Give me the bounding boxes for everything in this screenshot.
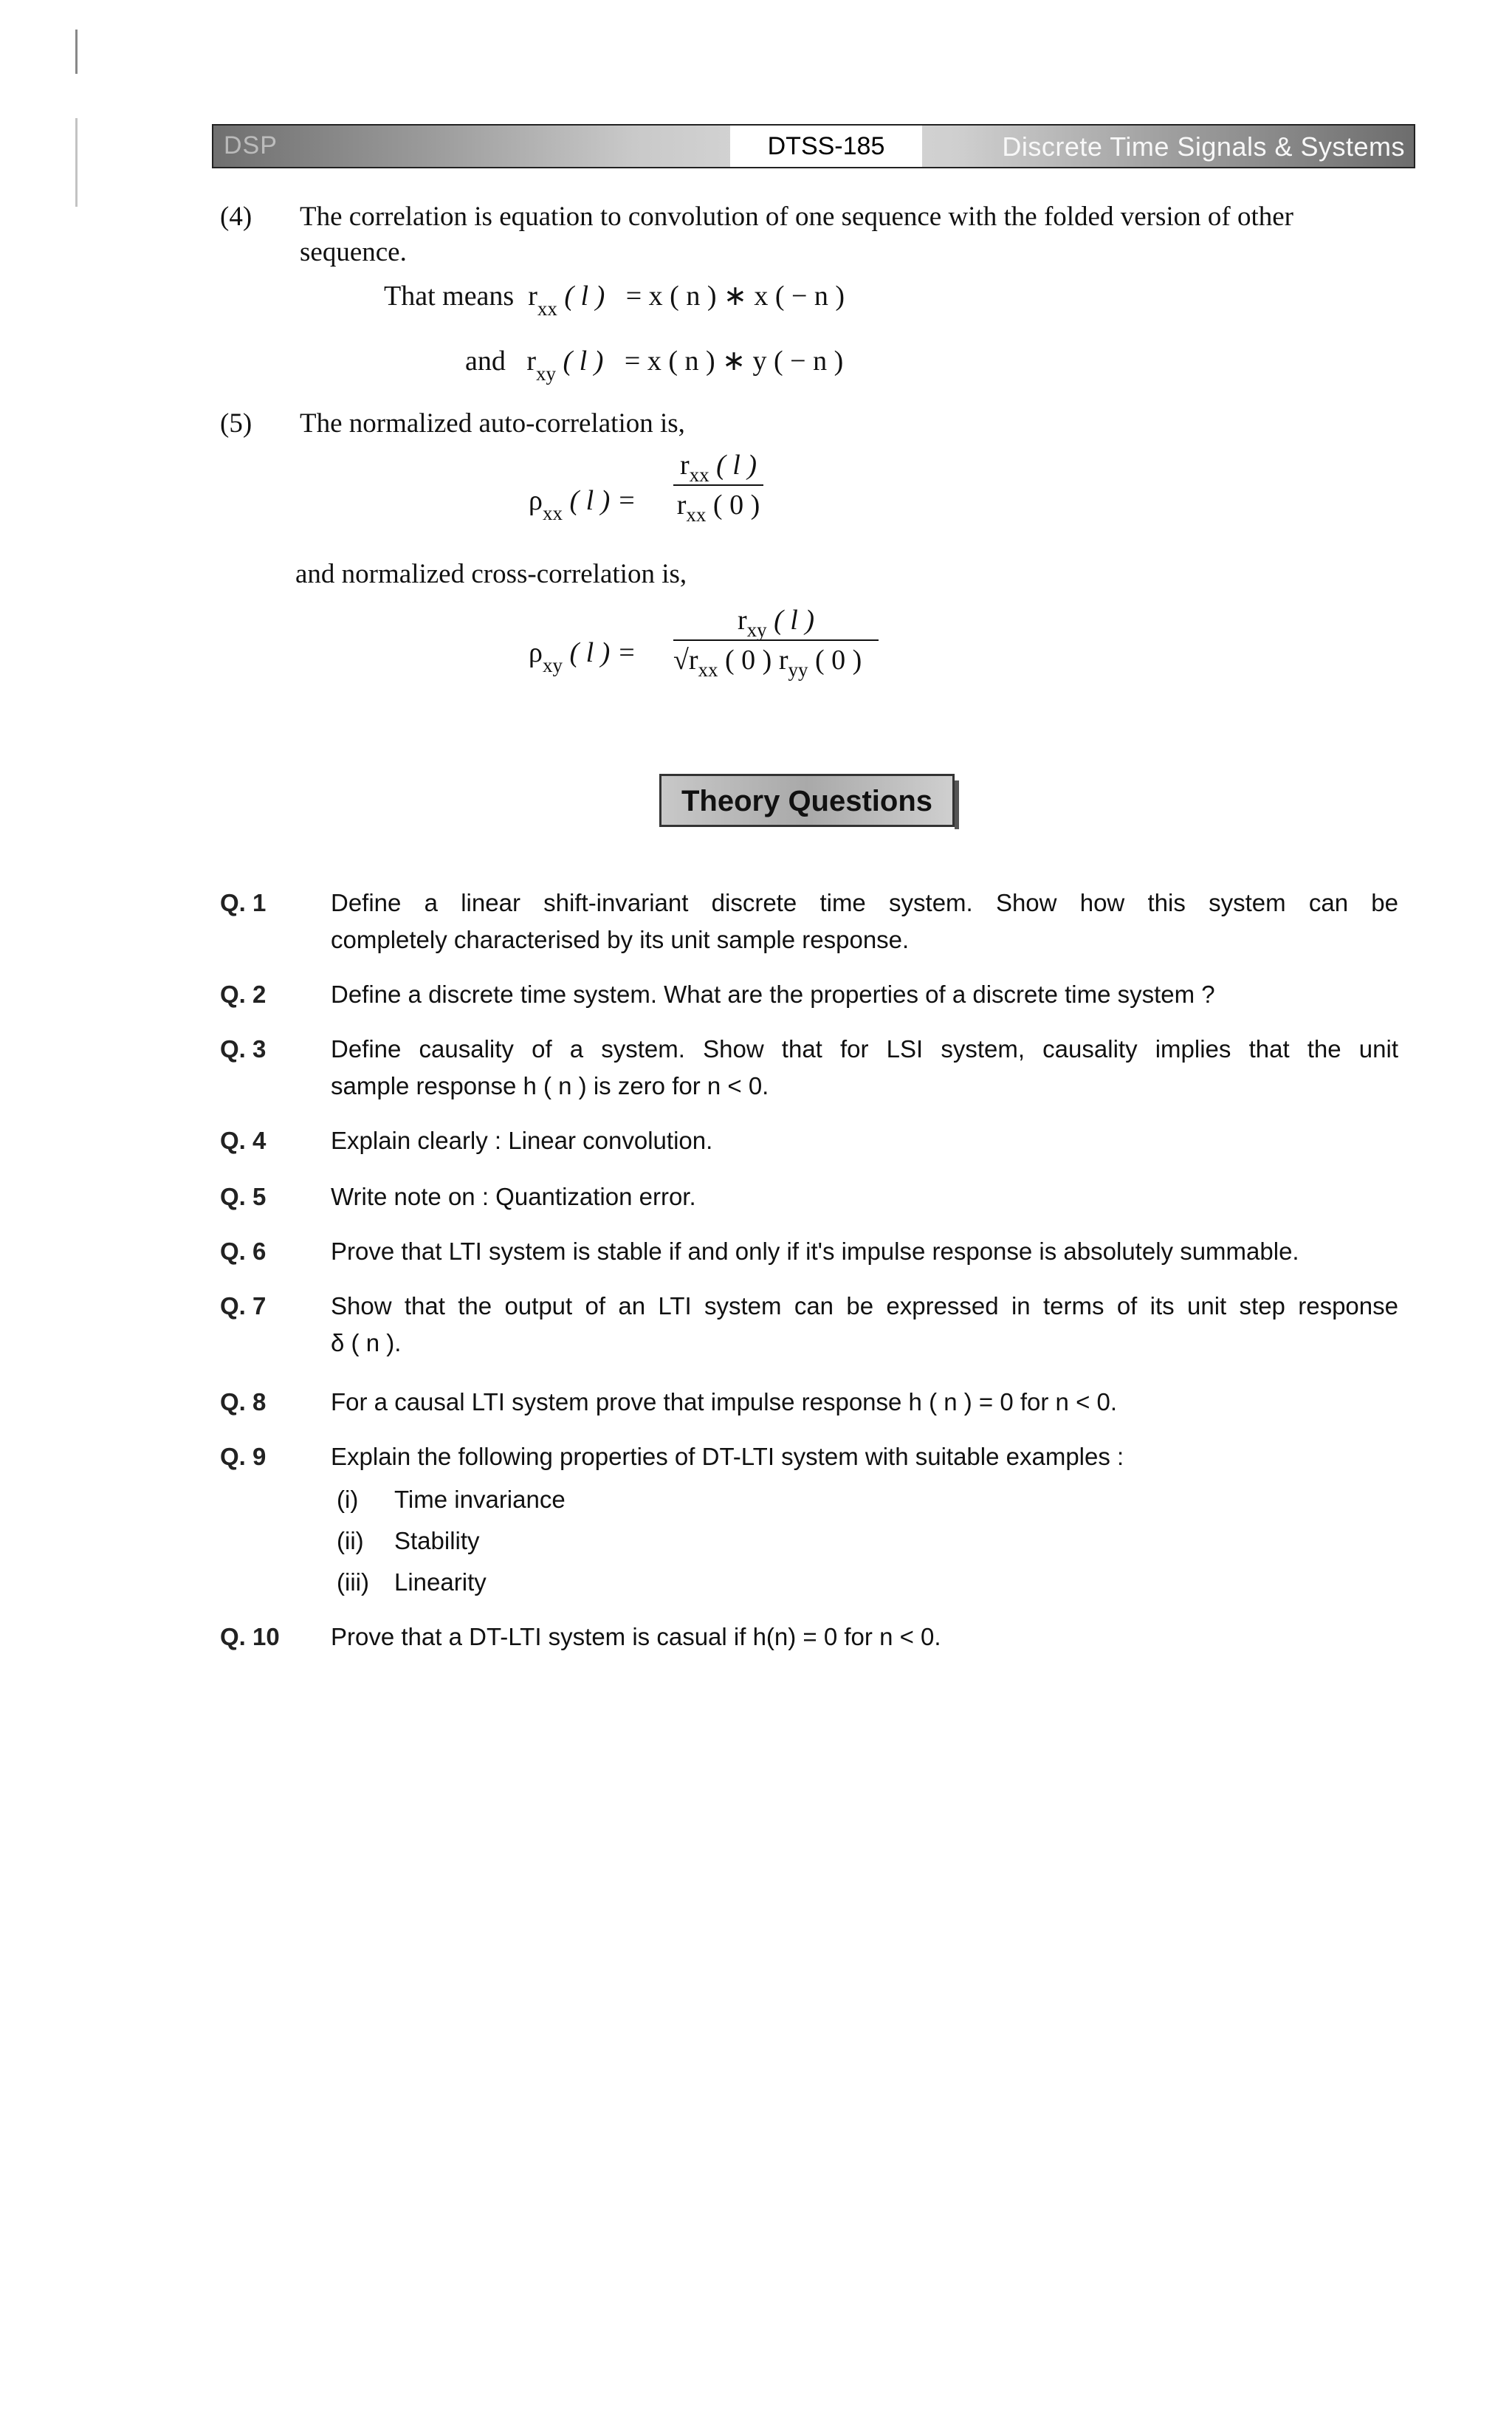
question-line: Define a discrete time system. What are the properties of a discrete time system ? bbox=[331, 981, 1215, 1008]
question-line: Define a linear shift-invariant discrete time system. Show how this system can be bbox=[331, 889, 1398, 916]
subscript: yy bbox=[788, 659, 808, 681]
equation-rhs: = x ( n ) ∗ y ( − n ) bbox=[624, 346, 844, 377]
question-number: Q. 4 bbox=[220, 1127, 267, 1154]
subitem-label: (iii) bbox=[337, 1568, 369, 1596]
rho-xx-lhs bbox=[529, 484, 636, 524]
header-page-code: DTSS-185 bbox=[730, 126, 922, 167]
question-number: Q. 7 bbox=[220, 1292, 267, 1320]
subitem-text: Linearity bbox=[394, 1568, 487, 1596]
question-text bbox=[331, 976, 1398, 1013]
sqrt-symbol: √ bbox=[673, 645, 689, 676]
question-line: Show that the output of an LTI system can be expressed in terms of its unit step response bbox=[331, 1292, 1398, 1320]
subscript: xy bbox=[542, 654, 563, 676]
question-line: Define causality of a system. Show that for LSI system, causality implies that the unit bbox=[331, 1035, 1398, 1063]
question-number: Q. 9 bbox=[220, 1443, 267, 1470]
question-text bbox=[331, 1438, 1398, 1475]
subscript: xx bbox=[537, 298, 557, 320]
question-text bbox=[331, 1384, 1398, 1421]
argument: ( 0 ) bbox=[712, 490, 760, 521]
symbol-r: r bbox=[737, 605, 747, 636]
item-number: (5) bbox=[220, 408, 252, 439]
subitem-label: (i) bbox=[337, 1486, 359, 1513]
paragraph-line: The normalized auto-correlation is, bbox=[300, 408, 685, 439]
argument: ( l ) bbox=[716, 450, 757, 481]
paragraph-line: sequence. bbox=[300, 237, 407, 267]
subscript: xx bbox=[698, 659, 718, 681]
question-text bbox=[331, 1288, 1398, 1362]
question-number: Q. 2 bbox=[220, 981, 267, 1008]
scan-edge-mark bbox=[75, 30, 78, 74]
subscript: xx bbox=[686, 504, 707, 526]
equation-lead: and bbox=[465, 346, 506, 377]
question-number: Q. 8 bbox=[220, 1388, 267, 1415]
argument: ( l ) bbox=[774, 605, 815, 636]
question-line: completely characterised by its unit sample response. bbox=[331, 926, 910, 953]
item-number: (4) bbox=[220, 202, 252, 232]
question-line: sample response h ( n ) is zero for n < 0. bbox=[331, 1072, 769, 1099]
page-header-band bbox=[212, 124, 1415, 168]
fraction-bar bbox=[673, 639, 879, 641]
question-text bbox=[331, 1178, 1398, 1215]
fraction-denominator bbox=[673, 489, 763, 526]
header-subject: DSP bbox=[224, 131, 278, 159]
paragraph-line: The correlation is equation to convolution of one sequence with the folded version of other bbox=[300, 202, 1294, 232]
question-line: Explain clearly : Linear convolution. bbox=[331, 1127, 713, 1154]
question-line: Prove that LTI system is stable if and only if it's impulse response is absolutely summable. bbox=[331, 1238, 1299, 1265]
question-line: Prove that a DT-LTI system is casual if h(n) = 0 for n < 0. bbox=[331, 1623, 941, 1650]
subscript: xy bbox=[536, 363, 557, 385]
scan-edge-mark bbox=[75, 118, 78, 207]
question-text bbox=[331, 885, 1398, 958]
section-title-theory-questions: Theory Questions bbox=[659, 774, 955, 827]
question-text bbox=[331, 1619, 1398, 1655]
question-line: δ ( n ). bbox=[331, 1329, 402, 1356]
subitem-label: (ii) bbox=[337, 1527, 364, 1554]
symbol-rho: ρ bbox=[529, 637, 543, 668]
question-line: Explain the following properties of DT-LTI system with suitable examples : bbox=[331, 1443, 1124, 1470]
argument: ( l ) = bbox=[569, 485, 636, 516]
argument: ( l ) = bbox=[569, 637, 636, 668]
argument: ( l ) bbox=[564, 281, 605, 312]
fraction-numerator bbox=[673, 449, 763, 486]
paragraph-line: and normalized cross-correlation is, bbox=[295, 559, 687, 589]
fraction-normalized-crosscorrelation bbox=[673, 604, 879, 681]
rho-xy-lhs bbox=[529, 636, 636, 676]
question-number: Q. 5 bbox=[220, 1183, 267, 1210]
argument: ( l ) bbox=[563, 346, 604, 377]
argument: ( 0 ) bbox=[814, 645, 862, 676]
header-chapter-title: Discrete Time Signals & Systems bbox=[1002, 131, 1405, 162]
symbol-r: r bbox=[528, 281, 537, 312]
question-text bbox=[331, 1233, 1398, 1270]
fraction-normalized-autocorrelation bbox=[673, 449, 763, 526]
argument: ( 0 ) r bbox=[725, 645, 788, 676]
fraction-numerator bbox=[673, 604, 879, 641]
symbol-r: r bbox=[676, 490, 687, 521]
subitem-text: Time invariance bbox=[394, 1486, 566, 1513]
subscript: xy bbox=[746, 619, 767, 641]
symbol-rho: ρ bbox=[529, 485, 543, 516]
question-line: For a causal LTI system prove that impulse response h ( n ) = 0 for n < 0. bbox=[331, 1388, 1118, 1415]
question-number: Q. 1 bbox=[220, 889, 267, 916]
equation-rhs: = x ( n ) ∗ x ( − n ) bbox=[625, 281, 845, 312]
question-text bbox=[331, 1031, 1398, 1105]
symbol-r: r bbox=[679, 450, 690, 481]
fraction-denominator bbox=[673, 644, 879, 681]
equation-lead: That means bbox=[384, 281, 515, 312]
question-number: Q. 10 bbox=[220, 1623, 280, 1650]
question-number: Q. 6 bbox=[220, 1238, 267, 1265]
symbol-r: r bbox=[526, 346, 537, 377]
equation-crosscorrelation-convolution bbox=[465, 344, 844, 385]
symbol-r: r bbox=[688, 645, 698, 676]
equation-autocorrelation-convolution bbox=[384, 279, 845, 320]
question-number: Q. 3 bbox=[220, 1035, 267, 1063]
subscript: xx bbox=[542, 502, 563, 524]
question-line: Write note on : Quantization error. bbox=[331, 1183, 696, 1210]
subitem-text: Stability bbox=[394, 1527, 480, 1554]
subscript: xx bbox=[689, 464, 709, 486]
fraction-bar bbox=[673, 484, 763, 486]
question-text bbox=[331, 1122, 1398, 1159]
